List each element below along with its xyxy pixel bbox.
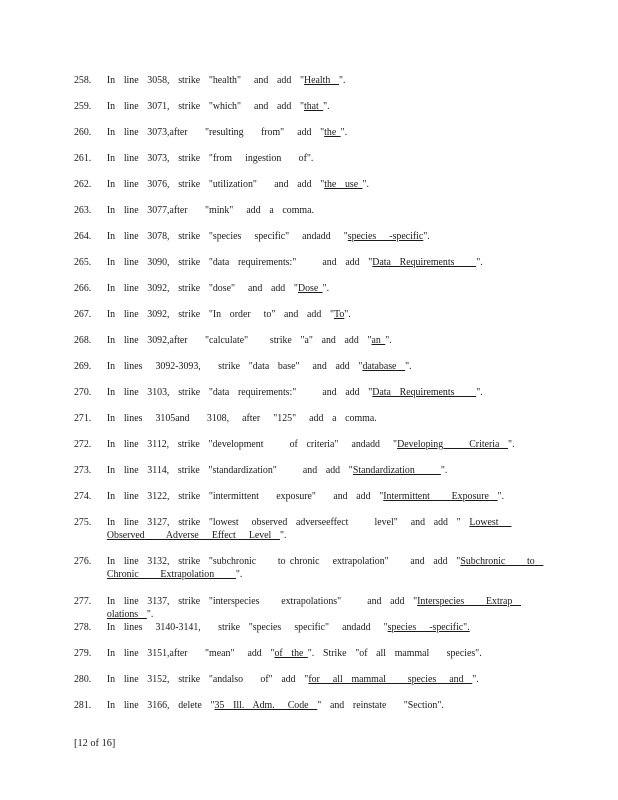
amendment-text-segment: In line 3112, strike "development of criteria" andadd " (106, 439, 398, 450)
amendment-text-segment: ". (497, 491, 505, 502)
inserted-text: an (371, 335, 386, 346)
amendment-text-segment: In line 3073, strike "from ingestion of". (106, 153, 314, 164)
amendment-text-segment: ". (323, 101, 330, 112)
amendment-text-segment: In line 3152, strike "andalso of" add " (106, 674, 309, 685)
amendment-number: 261. (74, 153, 92, 164)
amendment-text (107, 100, 549, 113)
amendment-text (107, 74, 549, 87)
amendment-text-segment: ". (279, 530, 287, 541)
amendment-number: 274. (74, 491, 92, 502)
amendment-number: 280. (74, 674, 92, 685)
amendment-text-segment: ". (322, 283, 330, 294)
amendment-text-segment: In line 3092, strike "dose" and add " (106, 283, 298, 294)
amendment-number: 262. (74, 179, 92, 190)
amendment-text-segment: In line 3114, strike "standardization" and add " (106, 465, 353, 476)
amendment-text-segment: ". (344, 309, 351, 320)
amendment-text-segment: In line 3122, strike "intermittent exposure" and add " (106, 491, 384, 502)
amendment-text-segment: ". (362, 179, 369, 190)
amendment-number: 258. (74, 75, 92, 86)
amendment-text (107, 595, 549, 621)
amendment-number: 259. (74, 101, 92, 112)
amendment-text-segment: In line 3127, strike "lowest observed adverseeffect level" and add " (106, 517, 470, 528)
amendment-number: 266. (74, 283, 92, 294)
inserted-text: To (333, 309, 345, 320)
inserted-text: Lowest Observed Adverse Effect Level (106, 517, 512, 541)
inserted-text: Health (303, 75, 339, 86)
amendment-text-segment: In line 3078, strike "species specific" andadd " (106, 231, 348, 242)
amendment-text (107, 438, 549, 451)
inserted-text: of the (274, 648, 308, 659)
amendment-text-segment: ". (385, 335, 392, 346)
amendment-number: 270. (74, 387, 92, 398)
amendment-text (107, 621, 549, 634)
amendment-text-segment: ". (472, 674, 479, 685)
amendment-number: 264. (74, 231, 92, 242)
amendment-number: 260. (74, 127, 92, 138)
inserted-text: Standardization (352, 465, 441, 476)
inserted-text: species -specific (347, 231, 424, 242)
amendment-text (107, 230, 549, 243)
amendment-number: 275. (74, 517, 92, 528)
amendment-number: 263. (74, 205, 92, 216)
amendment-text-segment: " and reinstate "Section". (317, 700, 444, 711)
amendment-text (107, 555, 549, 581)
amendment-text (107, 673, 549, 686)
amendment-text (107, 647, 549, 660)
amendment-number: 265. (74, 257, 92, 268)
amendment-text-segment: ". (476, 257, 483, 268)
inserted-text: Dose (297, 283, 323, 294)
amendment-text-segment: ". (440, 465, 448, 476)
amendment-number: 276. (74, 556, 92, 567)
amendment-text-segment: ". (340, 127, 348, 138)
amendment-number: 278. (74, 622, 92, 633)
amendment-text-segment: ". Strike "of all mammal species". (307, 648, 482, 659)
inserted-text: 35 Ill. Adm. Code (214, 700, 318, 711)
amendment-number: 277. (74, 596, 92, 607)
amendment-text (107, 412, 549, 425)
amendment-text-segment: ". (508, 439, 515, 450)
amendment-text (107, 490, 549, 503)
amendment-text (107, 282, 549, 295)
amendment-text-segment: ". (405, 361, 412, 372)
amendment-text (107, 334, 549, 347)
amendment-text (107, 178, 549, 191)
amendment-number: 271. (74, 413, 92, 424)
amendment-text-segment: In line 3092,after "calculate" strike "a" and add " (106, 335, 372, 346)
inserted-text: Developing Criteria (397, 439, 509, 450)
inserted-text: Data Requirements (372, 257, 477, 268)
amendment-text-segment: In line 3092, strike "In order to" and add " (106, 309, 334, 320)
amendment-number: 281. (74, 700, 92, 711)
amendment-text-segment: In line 3103, strike "data requirements:" and add " (106, 387, 373, 398)
amendment-number: 267. (74, 309, 92, 320)
inserted-text: Data Requirements (372, 387, 477, 398)
inserted-text: Intermittent Exposure (383, 491, 498, 502)
amendment-text-segment: In line 3151,after "mean" add " (106, 648, 275, 659)
amendment-number: 272. (74, 439, 92, 450)
inserted-text: the use (324, 179, 363, 190)
amendment-number: 279. (74, 648, 92, 659)
amendment-text (107, 360, 549, 373)
amendment-text (107, 386, 549, 399)
page-footer: [12 of 16] (74, 737, 116, 749)
amendment-text-segment: In line 3073,after "resulting from" add " (106, 127, 325, 138)
amendment-text-segment: In lines 3140-3141, strike "species specific" andadd " (106, 622, 388, 633)
amendment-text (107, 126, 549, 139)
amendment-text-segment: ". (235, 569, 243, 580)
inserted-text: Interspecies Extrap olations (106, 596, 522, 620)
amendment-number: 273. (74, 465, 92, 476)
amendment-text-segment: In line 3090, strike "data requirements:" and add " (106, 257, 373, 268)
amendment-text-segment: In line 3137, strike "interspecies extrapolations" and add " (106, 596, 418, 607)
amendment-text-segment: In line 3132, strike "subchronic to chronic extrapolation" and add " (106, 556, 461, 567)
inserted-text: database (362, 361, 406, 372)
amendment-text (107, 256, 549, 269)
inserted-text: species -specific". (387, 622, 470, 633)
amendment-text-segment: ". (423, 231, 430, 242)
amendment-text (107, 308, 549, 321)
amendment-text-segment: ". (476, 387, 483, 398)
amendment-text (107, 152, 549, 165)
amendment-text-segment: In line 3077,after "mink" add a comma. (106, 205, 314, 216)
amendment-number: 269. (74, 361, 92, 372)
amendment-text (107, 699, 549, 712)
amendment-text (107, 516, 549, 542)
inserted-text: the (324, 127, 341, 138)
amendment-text-segment: In line 3076, strike "utilization" and add " (106, 179, 325, 190)
amendment-text-segment: In lines 3105and 3108, after "125" add a comma. (106, 413, 377, 424)
amendment-text (107, 204, 549, 217)
amendment-text-segment: In lines 3092-3093, strike "data base" and add " (106, 361, 363, 372)
amendment-text (107, 464, 549, 477)
inserted-text: that (303, 101, 324, 112)
amendment-text-segment: In line 3071, strike "which" and add " (106, 101, 304, 112)
amendment-number: 268. (74, 335, 92, 346)
inserted-text: Subchronic to Chronic Extrapolation (106, 556, 544, 580)
amendment-text-segment: In line 3166, delete " (106, 700, 215, 711)
amendment-text-segment: ". (146, 609, 154, 620)
inserted-text: for all mammal species and (308, 674, 473, 685)
amendment-text-segment: In line 3058, strike "health" and add " (106, 75, 304, 86)
amendment-text-segment: ". (338, 75, 346, 86)
